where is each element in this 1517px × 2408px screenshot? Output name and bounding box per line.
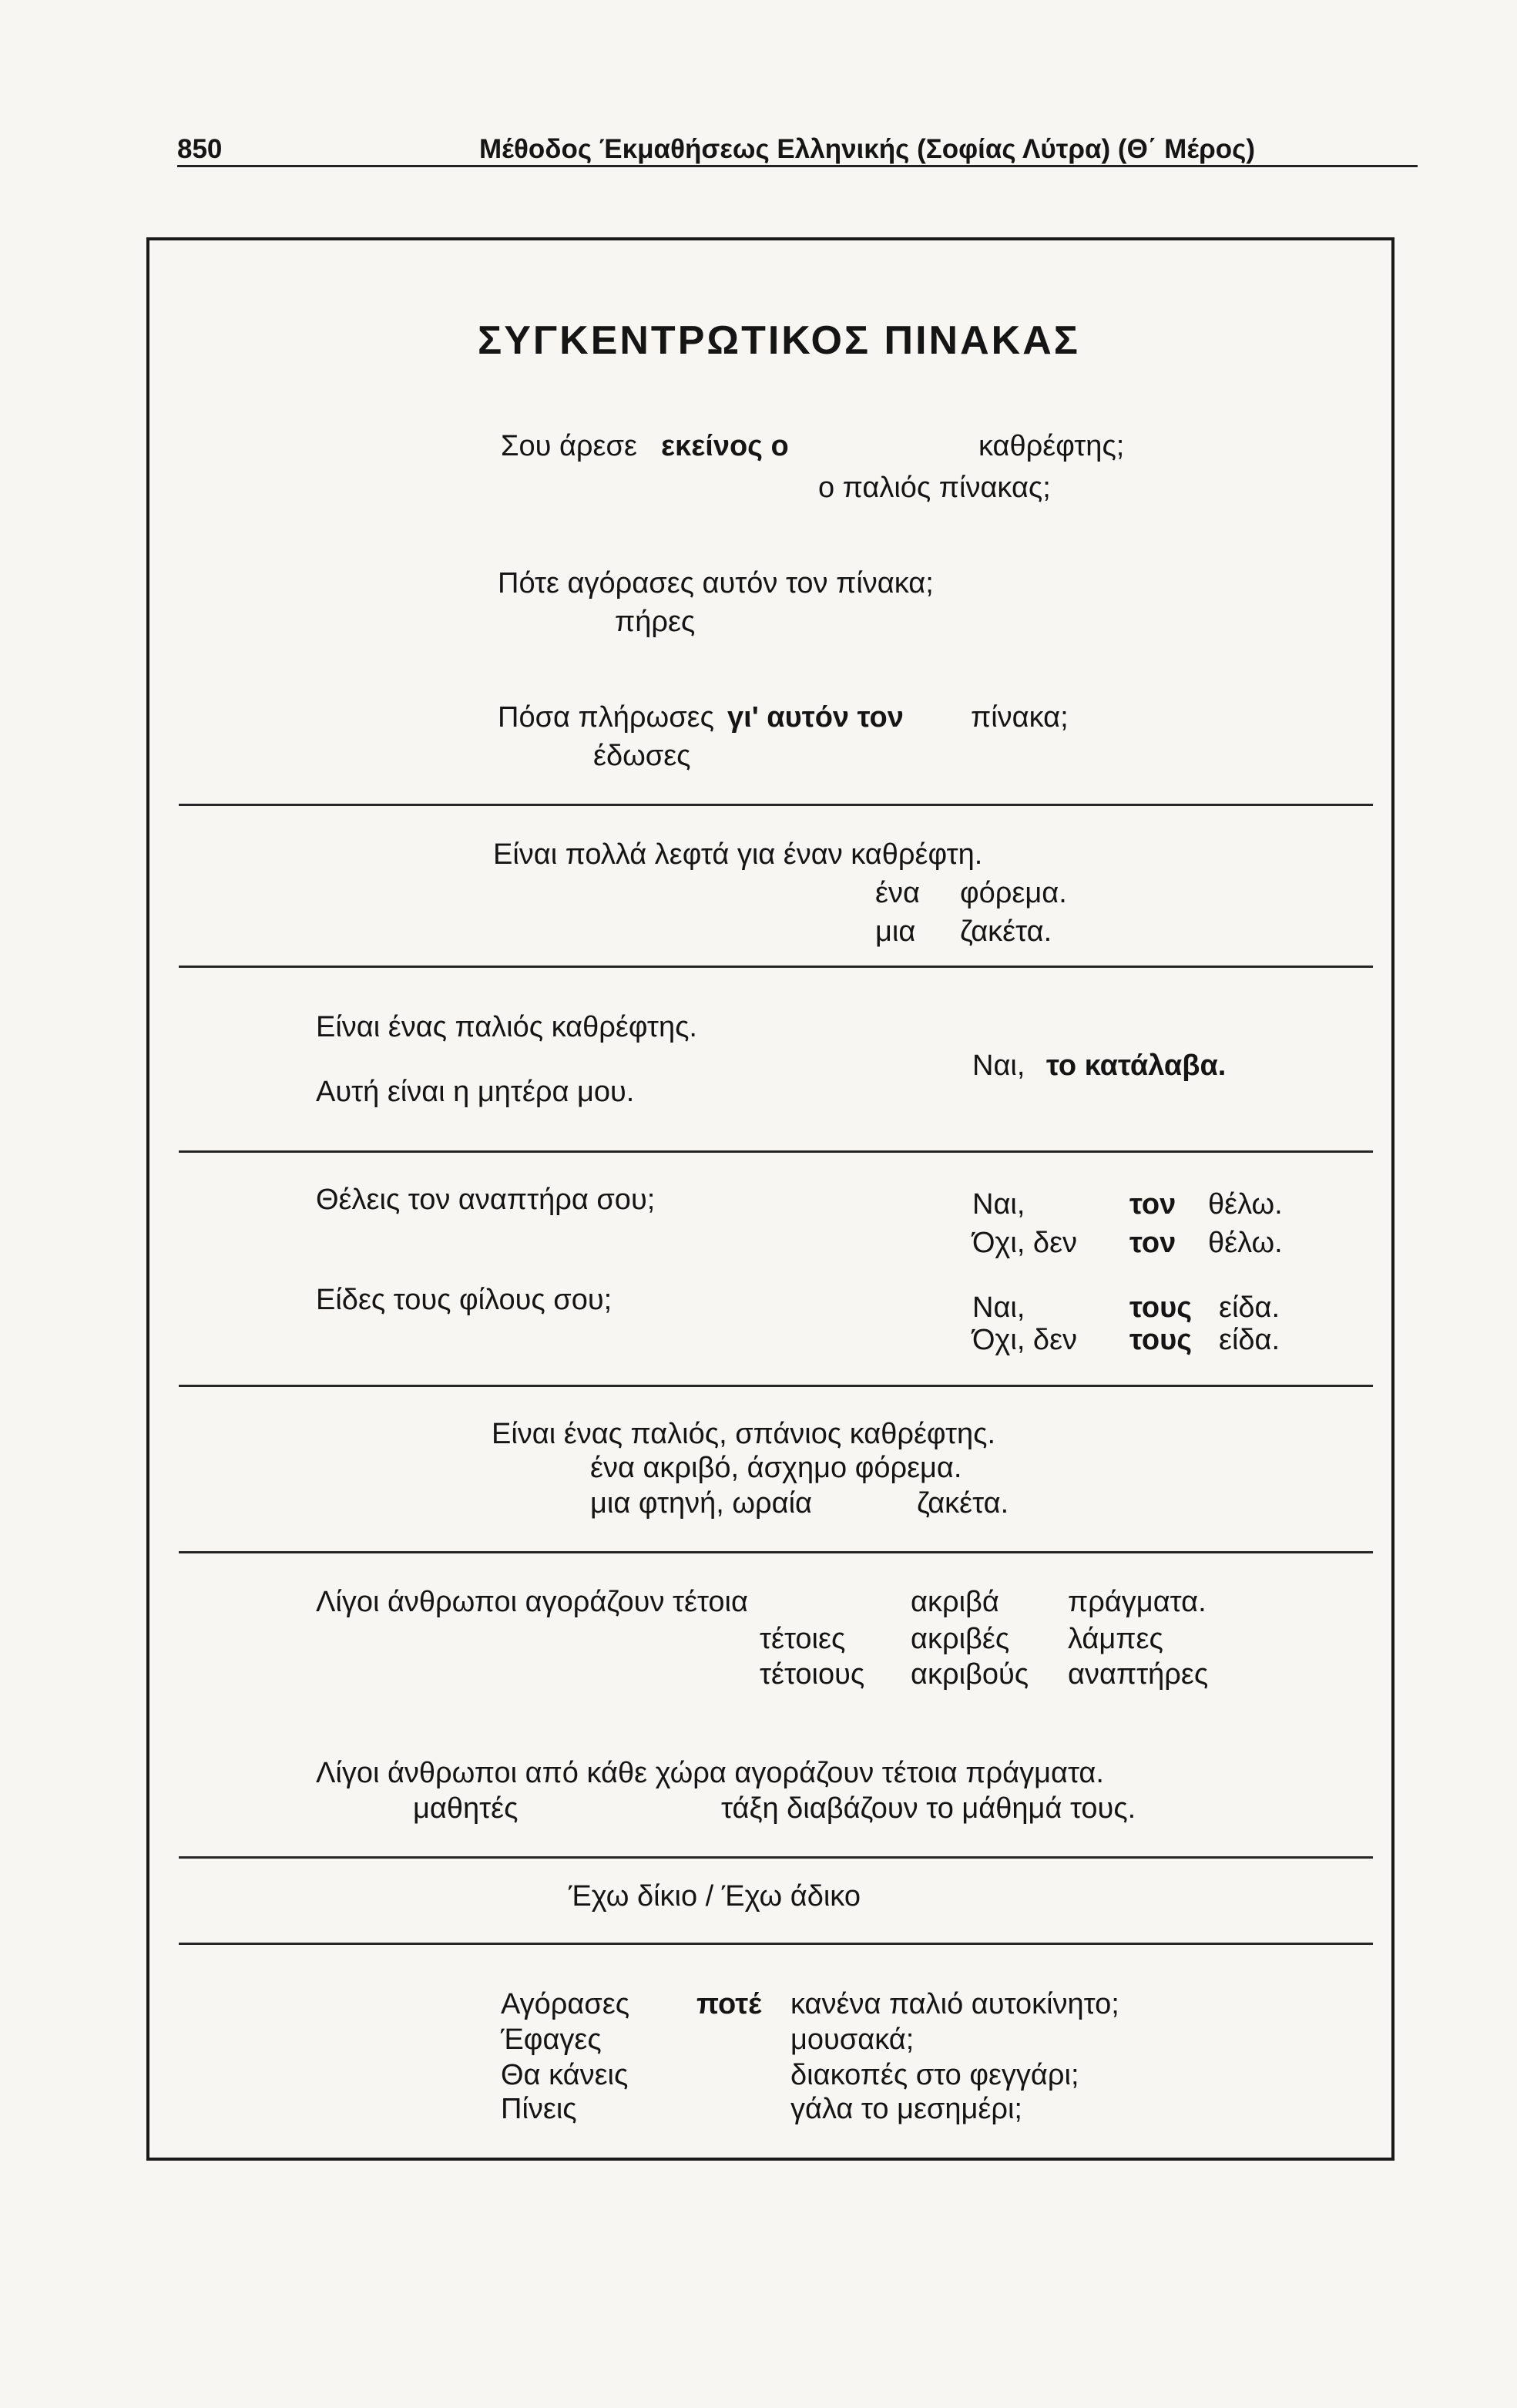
s6-line3-c: αναπτήρες [1068, 1658, 1209, 1691]
section-divider [179, 1856, 1373, 1859]
s1-line3: Πότε αγόρασες αυτόν τον πίνακα; [498, 567, 934, 599]
s4-answer3-a: Ναι, [972, 1291, 1025, 1324]
section-divider [179, 966, 1373, 968]
s8-row2-c: μουσακά; [790, 2023, 915, 2056]
s6-line1-c: πράγματα. [1068, 1586, 1207, 1618]
s5-line2: ένα ακριβό, άσχημο φόρεμα. [590, 1452, 962, 1484]
s6-line5-b: τάξη διαβάζουν το μάθημά τους. [721, 1792, 1136, 1825]
s4-answer2-c: θέλω. [1208, 1227, 1283, 1259]
s3-line1: Είναι ένας παλιός καθρέφτης. [316, 1011, 697, 1043]
section-divider [179, 1385, 1373, 1387]
s4-answer4-c: είδα. [1219, 1324, 1280, 1356]
s6-line3-b: ακριβούς [911, 1658, 1029, 1691]
s8-row2-a: Έφαγες [501, 2023, 602, 2056]
s2-line2-a: ένα [875, 877, 920, 909]
s4-answer1-b: τον [1129, 1188, 1176, 1221]
section-divider [179, 1943, 1373, 1945]
s1-line4: πήρες [615, 606, 696, 638]
section-divider [179, 1150, 1373, 1153]
s6-line2-c: λάμπες [1068, 1623, 1163, 1655]
s5-line3-b: ζακέτα. [917, 1487, 1009, 1520]
section-divider [179, 804, 1373, 806]
page-number: 850 [177, 134, 223, 164]
s8-row4-c: γάλα το μεσημέρι; [790, 2093, 1022, 2125]
s6-line2-a: τέτοιες [760, 1623, 846, 1655]
s4-question1: Θέλεις τον αναπτήρα σου; [316, 1184, 656, 1216]
s4-answer2-b: τον [1129, 1227, 1176, 1259]
s8-row1-c: κανένα παλιό αυτοκίνητο; [790, 1988, 1119, 2020]
s1-line1-c: καθρέφτης; [978, 430, 1125, 462]
s4-answer3-b: τους [1129, 1291, 1192, 1324]
s3-reply-a: Ναι, [972, 1050, 1025, 1082]
s4-answer4-a: Όχι, δεν [972, 1324, 1078, 1356]
s1-line2: ο παλιός πίνακας; [818, 472, 1051, 504]
s5-line3-a: μια φτηνή, ωραία [590, 1487, 813, 1520]
s7-line1: Έχω δίκιο / Έχω άδικο [569, 1880, 861, 1913]
header-rule [177, 165, 1418, 167]
s4-answer1-a: Ναι, [972, 1188, 1025, 1221]
table-title: ΣΥΓΚΕΝΤΡΩΤΙΚΟΣ ΠΙΝΑΚΑΣ [478, 318, 1080, 363]
s1-line1-b: εκείνος ο [661, 430, 789, 462]
s5-line1: Είναι ένας παλιός, σπάνιος καθρέφτης. [492, 1418, 996, 1450]
s6-line2-b: ακριβές [911, 1623, 1010, 1655]
s6-line5-a: μαθητές [413, 1792, 519, 1825]
s4-question2: Είδες τους φίλους σου; [316, 1284, 613, 1316]
s6-line1-a: Λίγοι άνθρωποι αγοράζουν τέτοια [316, 1586, 748, 1618]
s3-reply-b: το κατάλαβα. [1046, 1050, 1227, 1082]
s1-line5-c: πίνακα; [971, 701, 1069, 734]
s2-line3-a: μια [875, 915, 916, 948]
s8-row1-b: ποτέ [696, 1988, 762, 2020]
s2-line2-b: φόρεμα. [960, 877, 1067, 909]
s4-answer2-a: Όχι, δεν [972, 1227, 1078, 1259]
s4-answer4-b: τους [1129, 1324, 1192, 1356]
s1-line5-b: γι' αυτόν τον [727, 701, 904, 734]
s2-line1: Είναι πολλά λεφτά για έναν καθρέφτη. [493, 838, 983, 871]
s3-line2: Αυτή είναι η μητέρα μου. [316, 1076, 635, 1108]
s6-line3-a: τέτοιους [760, 1658, 865, 1691]
s1-line5-a: Πόσα πλήρωσες [498, 701, 714, 734]
s1-line6: έδωσες [593, 740, 691, 772]
s4-answer3-c: είδα. [1219, 1291, 1280, 1324]
s2-line3-b: ζακέτα. [960, 915, 1052, 948]
s8-row3-a: Θα κάνεις [501, 2059, 629, 2091]
section-divider [179, 1551, 1373, 1553]
s8-row4-a: Πίνεις [501, 2093, 577, 2125]
s8-row1-a: Αγόρασες [501, 1988, 630, 2020]
s6-line4: Λίγοι άνθρωποι από κάθε χώρα αγοράζουν τέτοια πράγματα. [316, 1757, 1104, 1789]
s4-answer1-c: θέλω. [1208, 1188, 1283, 1221]
s6-line1-b: ακριβά [911, 1586, 999, 1618]
s1-line1-a: Σου άρεσε [501, 430, 637, 462]
s8-row3-c: διακοπές στο φεγγάρι; [790, 2059, 1079, 2091]
running-title: Μέθοδος Έκμαθήσεως Ελληνικής (Σοφίας Λύτρα) (Θ΄ Μέρος) [479, 134, 1256, 164]
